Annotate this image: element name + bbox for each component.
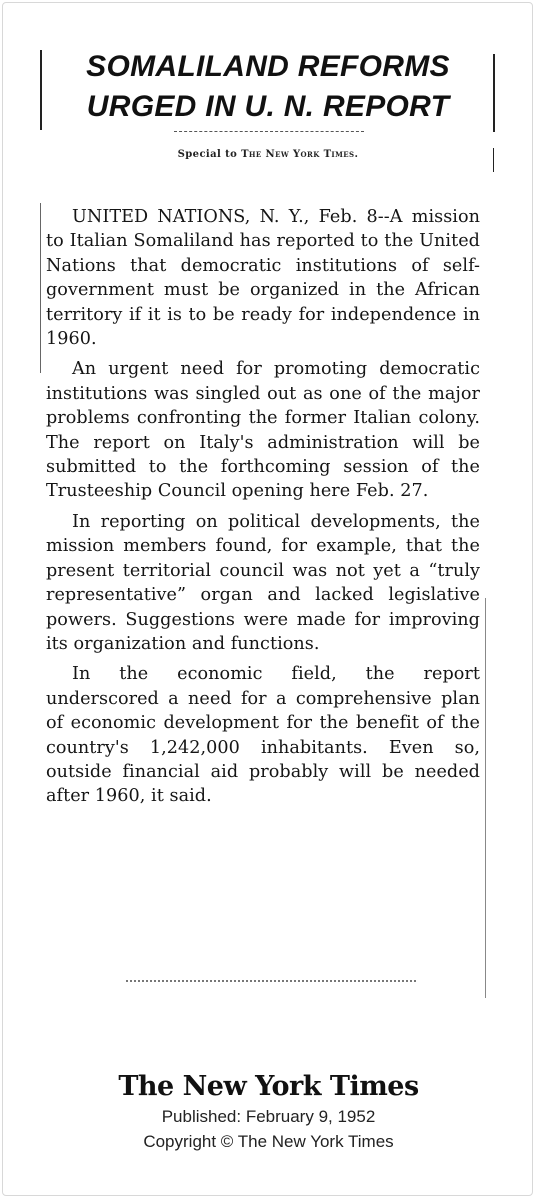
headline-divider <box>174 131 364 132</box>
headline-line-2: URGED IN U. N. REPORT <box>86 90 450 123</box>
credit-prefix: Special to <box>177 149 238 160</box>
paragraph-3 <box>46 510 480 656</box>
footer <box>0 1070 537 1154</box>
column-edge-left <box>40 50 42 130</box>
copyright-notice: Copyright © The New York Times <box>143 1132 394 1151</box>
newspaper-clipping <box>40 38 496 988</box>
byline-credit <box>40 149 496 160</box>
credit-source: The New York Times. <box>241 149 359 160</box>
column-edge-left-lower <box>40 203 41 373</box>
published-date: Published: February 9, 1952 <box>161 1107 376 1126</box>
nyt-masthead-logo: The New York Times <box>118 1071 419 1102</box>
column-edge-right-body <box>485 598 486 998</box>
end-divider <box>126 980 416 982</box>
article-body <box>46 205 480 815</box>
paragraph-3-text: In reporting on political developments, the mission members found, for example, that the present territorial council was not yet a “truly representative” organ and lacked legislative powers. Suggestions were made for improving its organization and functions. <box>46 511 480 654</box>
paragraph-1: UNITED NATIONS, N. Y., Feb. 8--A mission to Italian Somaliland has reported to the United Nations that democratic institutions of self-government must be organized in the African territory if it is to be ready for independence in 1960. <box>46 207 480 350</box>
paragraph-4: In the economic field, the report underscored a need for a comprehensive plan of economic development for the benefit of the country's 1,242,000 inhabitants. Even so, outside financial aid probably will be needed after 1960, it said. <box>46 664 480 807</box>
headline-line-1: SOMALILAND REFORMS <box>86 50 450 83</box>
column-edge-right <box>493 54 495 132</box>
paragraph-2: An urgent need for promoting democratic institutions was singled out as one of the major problems confronting the former Italian colony. The report on Italy's administration will be submitted to the forthcoming session of the Trusteeship Council opening here Feb. 27. <box>46 359 480 502</box>
